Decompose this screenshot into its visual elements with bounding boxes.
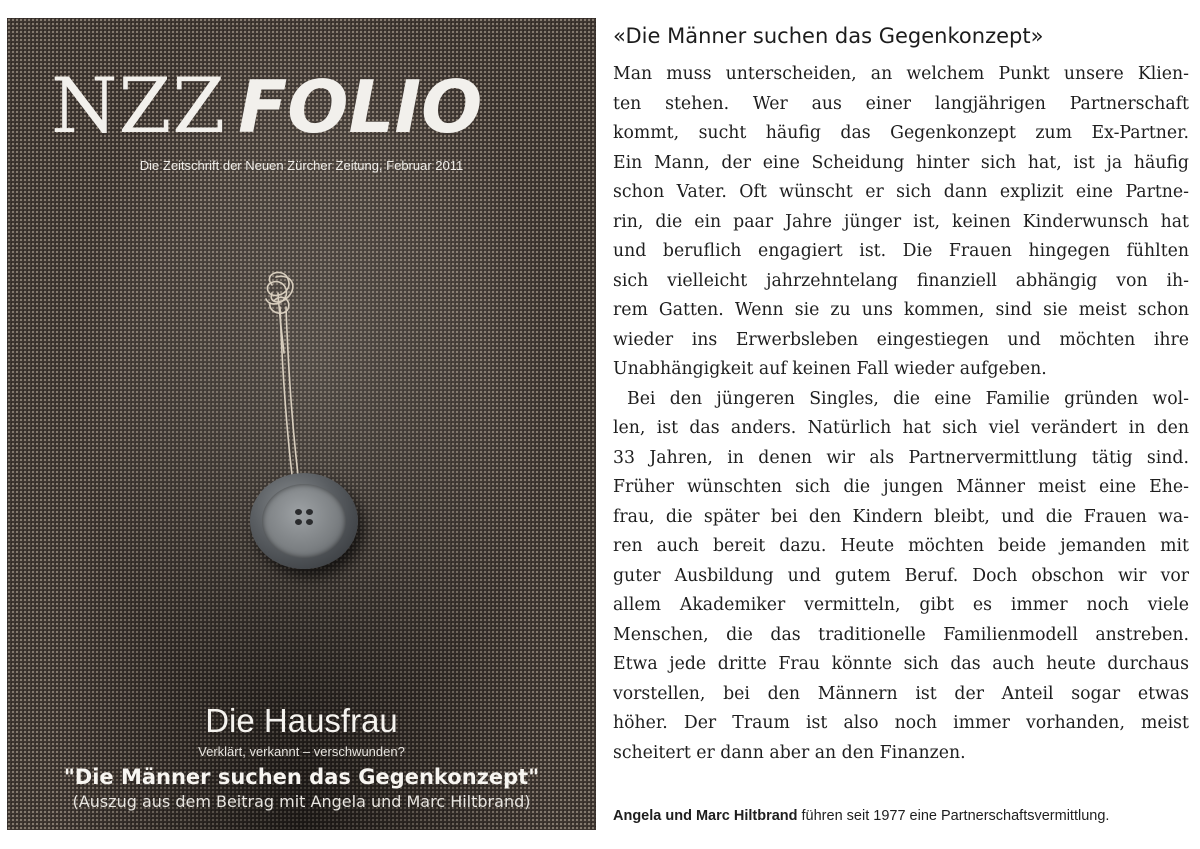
cover-subtitle: Die Zeitschrift der Neuen Zürcher Zeitung, Februar 2011 <box>139 158 464 173</box>
article-line: len, ist das anders. Natürlich hat sich viel verändert in den <box>613 418 1189 438</box>
article-line: ren auch bereit dazu. Heute möchten beide jemanden mit <box>613 536 1189 556</box>
article-line: Etwa jede dritte Frau könnte sich das auch heute durchaus <box>613 654 1189 674</box>
article-line: guter Ausbildung und gutem Beruf. Doch obschon wir vor <box>613 565 1189 586</box>
author-credit-text: führen seit 1977 eine Partnerschaftsvermittlung. <box>797 808 1110 824</box>
article-line: rem Gatten. Wenn sie zu uns kommen, sind sie meist schon <box>613 300 1189 320</box>
author-names: Angela und Marc Hiltbrand <box>613 808 798 824</box>
cover-tagline: Verklärt, verkannt – verschwunden? <box>198 744 405 759</box>
article-line: Ein Mann, der eine Scheidung hinter sich hat, ist ja häufig <box>613 152 1189 173</box>
cover-excerpt-note: (Auszug aus dem Beitrag mit Angela und Marc Hiltbrand) <box>72 792 531 811</box>
masthead-folio: FOLIO <box>238 65 483 149</box>
author-credit <box>613 808 1193 824</box>
thread-knot-icon <box>242 263 322 478</box>
masthead <box>51 61 483 150</box>
article-line: vorstellen, bei den Männern ist der Anteil sogar etwas <box>613 683 1189 704</box>
article-line: Menschen, die das traditionelle Familienmodell anstreben. <box>613 624 1189 645</box>
article-body <box>613 60 1189 768</box>
masthead-nzz: NZZ <box>51 61 227 150</box>
article-line: und beruflich engagiert ist. Die Frauen hingegen fühlten <box>613 241 1189 261</box>
article-line: Früher wünschten sich die jungen Männer meist eine Ehe- <box>613 477 1189 497</box>
article-line: rin, die ein paar Jahre jünger ist, keinen Kinderwunsch hat <box>613 211 1189 232</box>
article-line: kommt, sucht häufig das Gegenkonzept zum Ex-Partner. <box>613 123 1189 143</box>
article-line: wieder ins Erwerbsleben eingestiegen und möchten ihre <box>613 329 1189 350</box>
article-line: Unabhängigkeit auf keinen Fall wieder aufgeben. <box>613 359 1047 379</box>
article-line: Bei den jüngeren Singles, die eine Familie gründen wol- <box>627 388 1189 409</box>
article-line: schon Vater. Oft wünscht er sich dann explizit eine Partne- <box>613 182 1189 202</box>
cover-quote: "Die Männer suchen das Gegenkonzept" <box>63 765 540 789</box>
article-line: sich vielleicht jahrzehntelang finanziell abhängig von ih- <box>613 270 1189 291</box>
article-line: frau, die später bei den Kindern bleibt, und die Frauen wa- <box>613 506 1189 527</box>
coat-button-icon <box>250 473 358 569</box>
article-line: 33 Jahren, in denen wir als Partnervermittlung tätig sind. <box>613 447 1189 468</box>
article-line: scheitert er dann aber an den Finanzen. <box>613 742 966 763</box>
article-heading: «Die Männer suchen das Gegenkonzept» <box>613 24 1044 48</box>
article-line: allem Akademiker vermitteln, gibt es immer noch viele <box>613 595 1189 615</box>
article-line: Man muss unterscheiden, an welchem Punkt unsere Klien- <box>613 64 1189 84</box>
article-line: ten stehen. Wer aus einer langjährigen Partnerschaft <box>613 93 1189 114</box>
cover-title: Die Hausfrau <box>205 702 398 739</box>
article-line: höher. Der Traum ist also noch immer vorhanden, meist <box>613 713 1189 733</box>
magazine-cover <box>7 18 596 830</box>
